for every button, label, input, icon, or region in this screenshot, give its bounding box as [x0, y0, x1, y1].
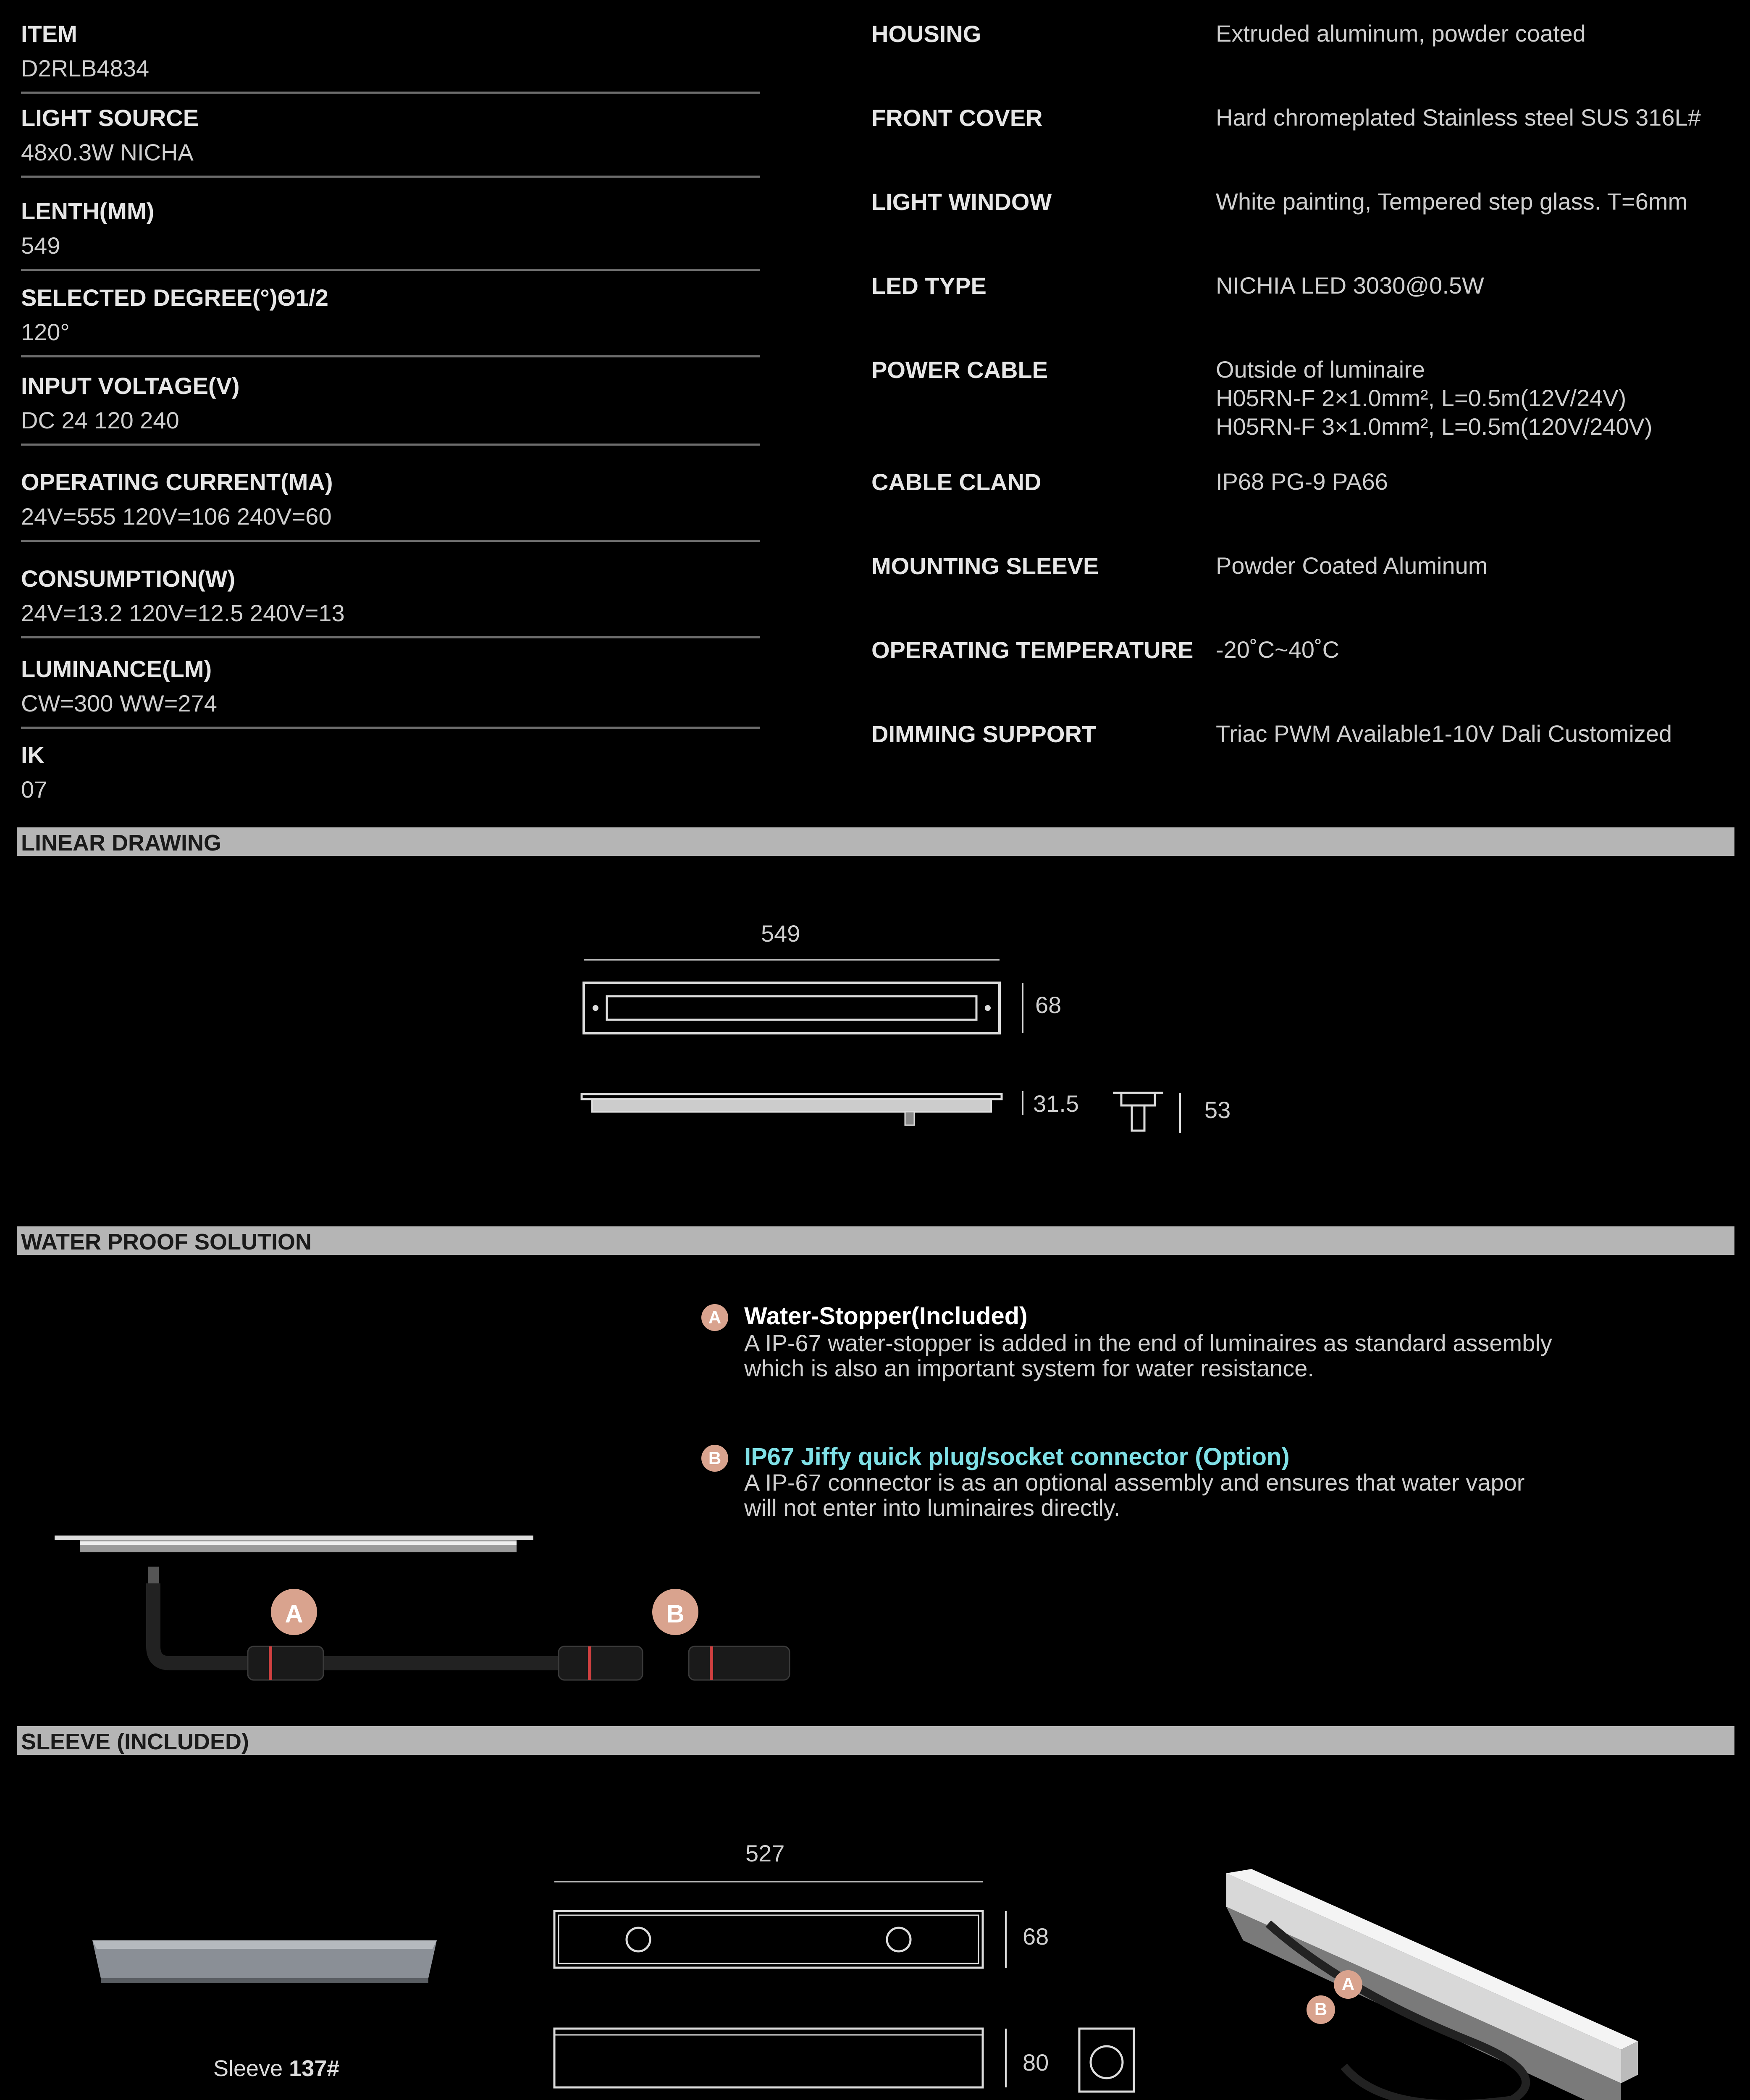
spec-value: D2RLB4834 — [21, 55, 150, 81]
spec-value: 24V=13.2 120V=12.5 240V=13 — [21, 600, 345, 626]
spec-label: CONSUMPTION(W) — [21, 565, 236, 592]
section-bar-sleeve — [17, 1726, 1734, 1755]
divider — [21, 444, 760, 446]
spec-value: DC 24 120 240 — [21, 407, 179, 433]
divider — [21, 540, 760, 542]
spec-value: Outside of luminaire — [1216, 356, 1425, 383]
divider — [21, 269, 760, 271]
divider — [21, 727, 760, 729]
dim-length: 549 — [761, 920, 800, 947]
spec-value: 120° — [21, 319, 70, 345]
spec-value: -20˚C~40˚C — [1216, 636, 1340, 663]
divider — [21, 636, 760, 638]
water-a-title: Water-Stopper(Included) — [744, 1302, 1028, 1330]
divider — [21, 92, 760, 94]
sleeve-dim-length: 527 — [745, 1840, 785, 1866]
sleeve-assembly-illustration — [1218, 1865, 1659, 2100]
spec-label: DIMMING SUPPORT — [871, 721, 1097, 747]
sleeve-photo — [84, 1924, 445, 2008]
water-b-text2: will not enter into luminaires directly. — [744, 1494, 1120, 1521]
spec-value-line3: H05RN-F 3×1.0mm², L=0.5m(120V/240V) — [1216, 413, 1653, 440]
water-proof-illustration — [50, 1520, 890, 1705]
section-title: WATER PROOF SOLUTION — [21, 1229, 312, 1255]
spec-value: Powder Coated Aluminum — [1216, 552, 1488, 579]
spec-label: MOUNTING SLEEVE — [871, 553, 1099, 579]
divider — [21, 355, 760, 357]
spec-label: LIGHT WINDOW — [871, 189, 1052, 215]
spec-label: IK — [21, 742, 45, 768]
dim-end: 53 — [1204, 1097, 1231, 1123]
section-bar-linear — [17, 827, 1734, 856]
spec-label: OPERATING CURRENT(MA) — [21, 469, 333, 495]
dim-profile: 31.5 — [1033, 1090, 1079, 1117]
spec-label: OPERATING TEMPERATURE — [871, 637, 1194, 663]
spec-value: Extruded aluminum, powder coated — [1216, 20, 1586, 47]
spec-label: SELECTED DEGREE(°)Θ1/2 — [21, 284, 328, 311]
assembly-badge-a: A — [1341, 1974, 1355, 1994]
spec-label: LENTH(MM) — [21, 198, 155, 224]
spec-value: Triac PWM Available1-10V Dali Customized — [1216, 720, 1672, 747]
assembly-badge-b: B — [1314, 1999, 1328, 2019]
spec-label: LUMINANCE(LM) — [21, 656, 212, 682]
section-title: LINEAR DRAWING — [21, 830, 221, 856]
spec-label: FRONT COVER — [871, 105, 1043, 131]
spec-value: 48x0.3W NICHA — [21, 139, 194, 165]
section-title: SLEEVE (INCLUDED) — [21, 1729, 249, 1754]
badge-a: A — [701, 1304, 728, 1331]
spec-value: 549 — [21, 232, 60, 259]
divider — [21, 176, 760, 178]
water-a-text2: which is also an important system for water resistance. — [744, 1355, 1314, 1381]
sleeve-dim-depth: 80 — [1023, 2049, 1049, 2076]
spec-value: White painting, Tempered step glass. T=6mm — [1216, 188, 1688, 215]
dim-height: 68 — [1035, 992, 1062, 1018]
spec-label: ITEM — [21, 21, 77, 47]
water-b-text1: A IP-67 connector is as an optional assembly and ensures that water vapor — [744, 1469, 1525, 1496]
spec-value: CW=300 WW=274 — [21, 690, 217, 717]
illus-badge-b: B — [666, 1600, 685, 1628]
spec-label: HOUSING — [871, 21, 981, 47]
water-b-title: IP67 Jiffy quick plug/socket connector (Option) — [744, 1443, 1290, 1470]
spec-label: POWER CABLE — [871, 357, 1048, 383]
spec-value: 24V=555 120V=106 240V=60 — [21, 503, 332, 530]
sleeve-caption: Sleeve 137# — [213, 2056, 340, 2081]
spec-label: CABLE CLAND — [871, 469, 1042, 495]
linear-drawing — [567, 903, 1239, 1155]
spec-label: INPUT VOLTAGE(V) — [21, 373, 240, 399]
section-bar-water — [17, 1226, 1734, 1255]
spec-value: NICHIA LED 3030@0.5W — [1216, 272, 1484, 299]
spec-value: Hard chromeplated Stainless steel SUS 316L# — [1216, 104, 1701, 131]
badge-b: B — [701, 1445, 728, 1472]
spec-label: LED TYPE — [871, 273, 987, 299]
spec-value: IP68 PG-9 PA66 — [1216, 468, 1388, 495]
sleeve-dim-height: 68 — [1023, 1923, 1049, 1950]
spec-value-line2: H05RN-F 2×1.0mm², L=0.5m(12V/24V) — [1216, 385, 1627, 411]
spec-label: LIGHT SOURCE — [21, 105, 199, 131]
spec-value: 07 — [21, 776, 47, 803]
illus-badge-a: A — [285, 1600, 303, 1628]
water-a-text1: A IP-67 water-stopper is added in the end of luminaires as standard assembly — [744, 1330, 1552, 1356]
sleeve-drawing — [546, 1865, 1176, 2100]
